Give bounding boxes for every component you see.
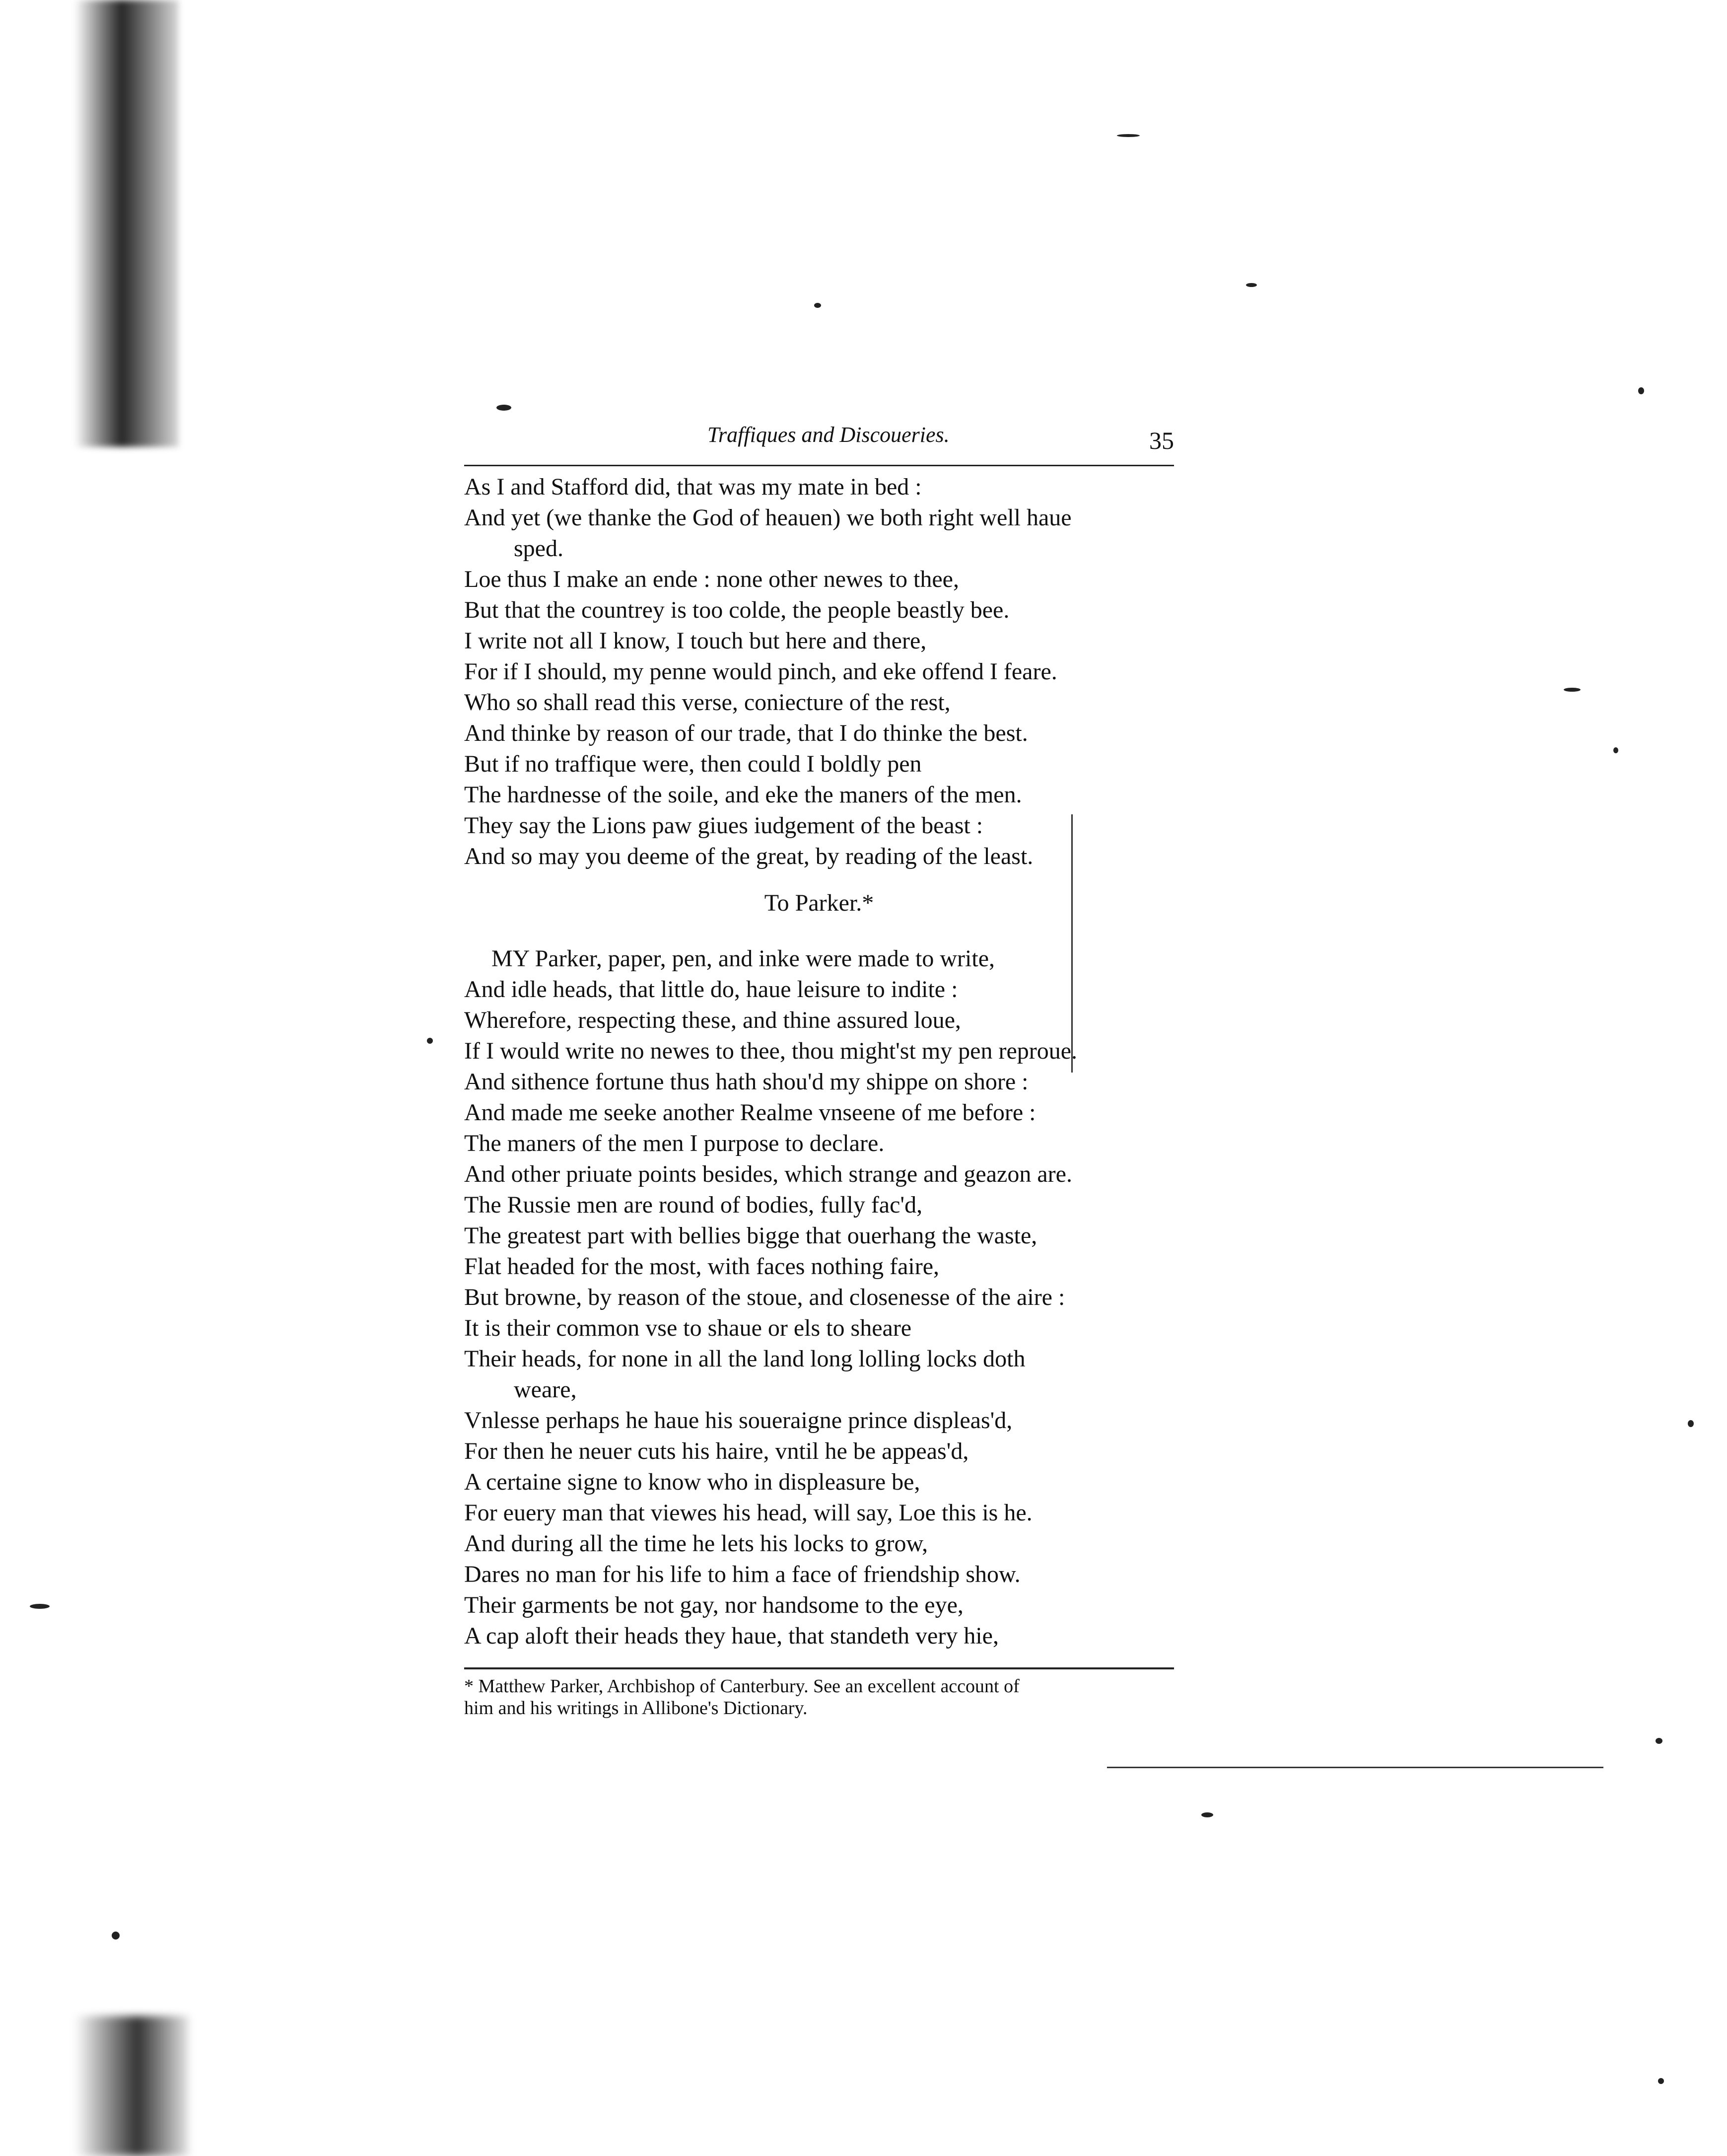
- verse-line: The Russie men are round of bodies, fully fac'd,: [464, 1192, 923, 1218]
- verse-line: For then he neuer cuts his haire, vntil he be appeas'd,: [464, 1438, 969, 1464]
- scan-speck: [1117, 134, 1140, 137]
- header-rule: [464, 465, 1174, 466]
- footnote-line: him and his writings in Allibone's Dictionary.: [464, 1698, 808, 1719]
- scan-edge-shadow: [74, 0, 179, 447]
- verse-line-turnover: weare,: [514, 1376, 577, 1403]
- verse-line: The greatest part with bellies bigge that ouerhang the waste,: [464, 1222, 1037, 1249]
- poem-title: To Parker.*: [764, 890, 874, 916]
- verse-line: They say the Lions paw giues iudgement of the beast :: [464, 812, 983, 839]
- verse-line-opening: MY Parker, paper, pen, and inke were made to write,: [491, 945, 995, 972]
- scan-speck: [1638, 387, 1644, 394]
- stanza-two: [464, 943, 1209, 1652]
- scan-speck: [427, 1038, 433, 1044]
- scan-speck: [1658, 2078, 1664, 2084]
- verse-line: Their heads, for none in all the land long lolling locks doth: [464, 1346, 1026, 1372]
- scan-edge-shadow-bottom: [74, 2016, 189, 2156]
- verse-line: And so may you deeme of the great, by reading of the least.: [464, 843, 1034, 869]
- verse-line: Loe thus I make an ende : none other newes to thee,: [464, 566, 959, 592]
- footnote-rule: [464, 1667, 1174, 1669]
- verse-line: The hardnesse of the soile, and eke the maners of the men.: [464, 782, 1022, 808]
- verse-line-turnover: sped.: [514, 535, 563, 562]
- verse-line: As I and Stafford did, that was my mate in bed :: [464, 474, 922, 500]
- verse-line: And yet (we thanke the God of heauen) we both right well haue: [464, 504, 1072, 531]
- scan-speck: [1246, 283, 1257, 287]
- scan-stray-rule: [1107, 1767, 1603, 1768]
- verse-line: But browne, by reason of the stoue, and closenesse of the aire :: [464, 1284, 1065, 1310]
- stanza-one: [464, 472, 1209, 872]
- verse-line: Their garments be not gay, nor handsome to the eye,: [464, 1592, 964, 1618]
- book-page: [464, 417, 1209, 1719]
- scan-speck: [1613, 747, 1618, 753]
- scan-speck: [1564, 688, 1581, 692]
- running-head: [464, 417, 1209, 472]
- scan-speck: [30, 1604, 50, 1609]
- verse-line: And thinke by reason of our trade, that I do thinke the best.: [464, 720, 1028, 746]
- verse-line: For if I should, my penne would pinch, and eke offend I feare.: [464, 658, 1057, 685]
- scan-speck: [1688, 1420, 1694, 1427]
- verse-line: But if no traffique were, then could I boldly pen: [464, 751, 922, 777]
- verse-line: And other priuate points besides, which strange and geazon are.: [464, 1161, 1072, 1187]
- verse-line: Who so shall read this verse, coniecture of the rest,: [464, 689, 951, 716]
- scan-speck: [1201, 1812, 1213, 1817]
- verse-line: For euery man that viewes his head, will say, Loe this is he.: [464, 1500, 1033, 1526]
- verse-line: And during all the time he lets his locks to grow,: [464, 1530, 928, 1557]
- verse-line: Dares no man for his life to him a face of friendship show.: [464, 1561, 1021, 1587]
- verse-line: And idle heads, that little do, haue leisure to indite :: [464, 976, 958, 1003]
- scan-speck: [1656, 1738, 1662, 1744]
- verse-line: I write not all I know, I touch but here and there,: [464, 628, 927, 654]
- verse-line: A cap aloft their heads they haue, that standeth very hie,: [464, 1623, 999, 1649]
- running-title: Traffiques and Discoueries.: [707, 423, 950, 447]
- page-number: 35: [1149, 427, 1174, 454]
- verse-line: It is their common vse to shaue or els to sheare: [464, 1315, 912, 1341]
- verse-line: And sithence fortune thus hath shou'd my shippe on shore :: [464, 1069, 1029, 1095]
- verse-line: If I would write no newes to thee, thou might'st my pen reproue.: [464, 1038, 1078, 1064]
- scan-speck: [112, 1932, 120, 1940]
- footnote: [464, 1675, 1199, 1719]
- verse-line: Flat headed for the most, with faces nothing faire,: [464, 1253, 940, 1280]
- footnote-line: * Matthew Parker, Archbishop of Canterbury. See an excellent account of: [464, 1676, 1020, 1697]
- verse-line: Wherefore, respecting these, and thine assured loue,: [464, 1007, 961, 1033]
- verse-line: A certaine signe to know who in displeasure be,: [464, 1469, 920, 1495]
- verse-line: Vnlesse perhaps he haue his soueraigne prince displeas'd,: [464, 1407, 1013, 1434]
- verse-line: The maners of the men I purpose to declare.: [464, 1130, 885, 1156]
- scan-speck: [814, 303, 821, 308]
- scan-speck: [496, 405, 511, 411]
- verse-line: But that the countrey is too colde, the people beastly bee.: [464, 597, 1010, 623]
- verse-line: And made me seeke another Realme vnseene of me before :: [464, 1099, 1036, 1126]
